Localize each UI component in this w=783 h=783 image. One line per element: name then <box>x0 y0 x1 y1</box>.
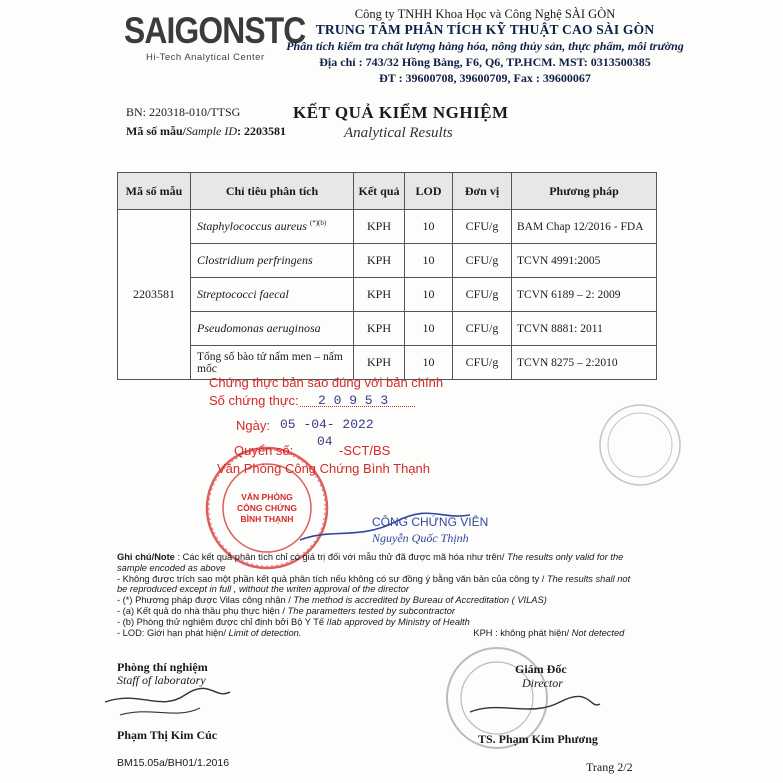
staff-signature-icon <box>105 688 230 702</box>
director-subtitle: Director <box>522 676 563 690</box>
indicator-name: Staphylococcus aureus <box>197 219 307 233</box>
note-text: - LOD: Giới hạn phát hiện/ <box>117 627 229 638</box>
note-text: - (a) Kết quả do nhà thầu phụ thực hiện / <box>117 605 288 616</box>
header-result: Kết quả <box>354 173 405 210</box>
note-text-en: The method is accredited by Bureau of Accreditation ( VILAS) <box>293 595 547 606</box>
notary-book-suffix: -SCT/BS <box>339 443 391 458</box>
logo-wordmark: SAIGONSTC <box>124 10 306 51</box>
cell-result: KPH <box>354 312 405 346</box>
notary-book-label: Quyển số: <box>234 443 294 458</box>
cell-result: KPH <box>354 346 405 380</box>
report-title: KẾT QUẢ KIỂM NGHIỆM <box>293 103 509 122</box>
center-name: TRUNG TÂM PHÂN TÍCH KỸ THUẬT CAO SÀI GÒN <box>315 22 655 37</box>
sample-id-label: Mã số mẫu/ <box>126 124 186 138</box>
note-text-en: Not detected <box>571 627 625 638</box>
notary-date-label: Ngày: <box>236 418 270 433</box>
report-subtitle: Analytical Results <box>344 125 453 141</box>
note-line <box>117 552 657 563</box>
note-heading: Ghi chú/Note <box>117 552 175 562</box>
indicator-note: (*)(b) <box>309 219 327 227</box>
notary-office: Văn Phòng Công Chứng Bình Thạnh <box>217 461 431 476</box>
cell-lod: 10 <box>405 244 453 278</box>
cell-lod: 10 <box>405 278 453 312</box>
cell-unit: CFU/g <box>453 210 512 244</box>
note-line: be reproduced except in full , without the writen approval of the director <box>117 584 409 595</box>
seal-line: VĂN PHÒNG <box>241 492 293 502</box>
company-address: Địa chỉ : 743/32 Hồng Bàng, F6, Q6, TP.HCM. MST: 0313500385 <box>319 55 651 69</box>
cell-method: TCVN 4991:2005 <box>512 244 657 278</box>
note-text-en: lab approved by Ministry of Health <box>329 616 470 627</box>
company-phone: ĐT : 39600708, 39600709, Fax : 39600067 <box>379 71 591 85</box>
seal-text <box>227 492 307 525</box>
director-signature-icon <box>470 696 600 712</box>
note-line <box>117 595 657 606</box>
note-text-en: The parametters tested by subcontractor <box>287 605 456 616</box>
logo-subtitle: Hi-Tech Analytical Center <box>146 52 265 63</box>
note-line <box>117 606 657 617</box>
cell-result: KPH <box>354 210 405 244</box>
sample-id-value: : 2203581 <box>237 124 286 138</box>
lab-signature-subtitle: Staff of laboratory <box>117 673 206 687</box>
note-text: KPH : không phát hiện/ <box>473 627 572 638</box>
notary-cert-number: 2 0 9 5 3 <box>318 393 389 408</box>
cell-method: TCVN 6189 – 2: 2009 <box>512 278 657 312</box>
cell-result: KPH <box>354 278 405 312</box>
company-name: Công ty TNHH Khoa Học và Công Nghệ SÀI GÒN <box>354 7 616 21</box>
notary-officer-name: Nguyễn Quốc Thịnh <box>372 531 469 545</box>
header-indicator: Chỉ tiêu phân tích <box>191 173 354 210</box>
sample-id-label-en: Sample ID <box>186 124 237 138</box>
cell-unit: CFU/g <box>453 346 512 380</box>
note-text: - Không được trích sao một phần kết quả phân tích nếu không có sự đồng ý bằng văn bản của công ty / <box>117 573 547 584</box>
cell-indicator: Pseudomonas aeruginosa <box>191 312 354 346</box>
cell-indicator: Tổng số bào tử nấm men – nấm mốc <box>191 346 354 380</box>
lab-signer-name: Phạm Thị Kim Cúc <box>117 728 218 742</box>
seal-line: CÔNG CHỨNG <box>237 503 297 513</box>
director-name: TS. Phạm Kim Phương <box>478 732 598 746</box>
note-line <box>117 617 657 628</box>
cell-method: TCVN 8881: 2011 <box>512 312 657 346</box>
header-lod: LOD <box>405 173 453 210</box>
company-activity: Phân tích kiểm tra chất lượng hàng hóa, nông thủy sản, thực phẩm, môi trường <box>286 39 684 53</box>
note-text-en: Limit of detection. <box>228 627 302 638</box>
header-method: Phương pháp <box>512 173 657 210</box>
note-text-en: The results only valid for the <box>507 552 624 562</box>
header-unit: Đơn vị <box>453 173 512 210</box>
cell-lod: 10 <box>405 346 453 380</box>
cell-lod: 10 <box>405 210 453 244</box>
cell-sample-id: 2203581 <box>118 210 191 380</box>
notary-certify-line: Chứng thực bản sao đúng với bản chính <box>209 375 444 390</box>
note-text: - (b) Phòng thử nghiệm được chỉ định bởi Bộ Y Tế / <box>117 616 330 627</box>
cell-unit: CFU/g <box>453 278 512 312</box>
cell-result: KPH <box>354 244 405 278</box>
note-line <box>117 628 657 639</box>
seal-line: BÌNH THẠNH <box>240 514 294 524</box>
note-text: : Các kết quả phân tích chỉ có giá trị đối với mẫu thử đã được mã hóa như trên/ <box>174 552 508 562</box>
cell-method: BAM Chap 12/2016 - FDA <box>512 210 657 244</box>
note-text-en: The results shall not <box>546 573 631 584</box>
cell-lod: 10 <box>405 312 453 346</box>
cell-indicator: Clostridium perfringens <box>191 244 354 278</box>
header-sample-id: Mã số mẫu <box>118 173 191 210</box>
notary-date-value: 05 -04- 2022 <box>280 417 374 432</box>
notes-block <box>117 552 657 638</box>
notary-cert-label: Số chứng thực: <box>209 393 299 408</box>
batch-number: BN: 220318-010/TTSG <box>126 105 241 119</box>
cell-indicator: Streptococci faecal <box>191 278 354 312</box>
lab-signature-title: Phòng thí nghiệm <box>117 660 208 674</box>
director-title: Giám Đốc <box>515 662 567 676</box>
cell-unit: CFU/g <box>453 312 512 346</box>
page-number: Trang 2/2 <box>586 760 633 774</box>
cell-method: TCVN 8275 – 2:2010 <box>512 346 657 380</box>
form-code: BM15.05a/BH01/1.2016 <box>117 757 230 769</box>
notary-officer-title: CÔNG CHỨNG VIÊN <box>372 515 489 529</box>
notary-book-number: 04 <box>317 434 333 449</box>
note-line <box>117 574 657 585</box>
note-text: - (*) Phương pháp được Vilas công nhận / <box>117 595 294 606</box>
right-seal-icon <box>600 405 680 485</box>
note-line: sample encoded as above <box>117 562 226 573</box>
cell-unit: CFU/g <box>453 244 512 278</box>
